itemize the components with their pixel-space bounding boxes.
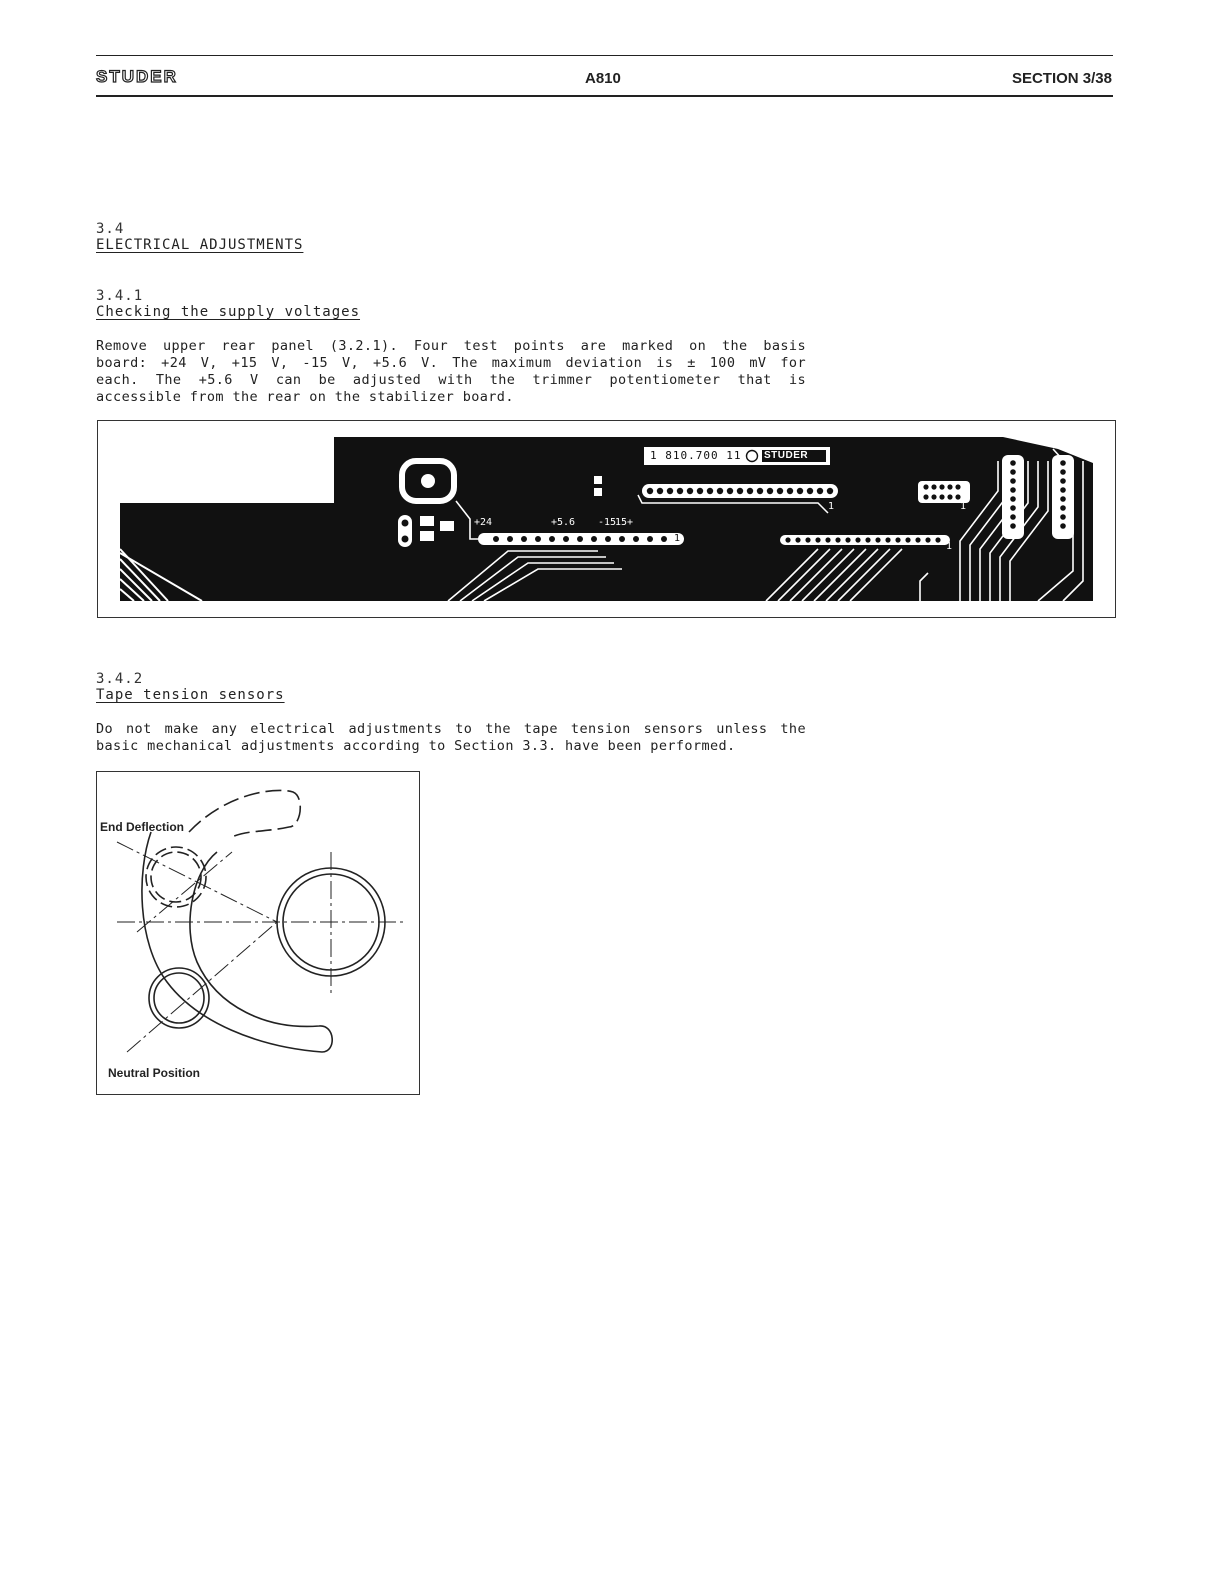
paragraph-line: basic mechanical adjustments according to Section 3.3. have been performed.: [96, 738, 736, 754]
header-top-rule: [96, 55, 1113, 56]
pin-one-marker: 1: [1006, 529, 1013, 540]
pcb-brand-label: STUDER: [764, 450, 809, 461]
pcb-board-id: 1 810.700 11: [650, 449, 742, 462]
section-number: 3.4: [96, 221, 125, 237]
pin-one-marker: 1: [828, 501, 835, 512]
studer-logo: STUDER: [96, 67, 178, 86]
end-deflection-label: End Deflection: [100, 820, 185, 834]
test-point-minus-15v: -15: [598, 517, 617, 528]
test-point-24v: +24: [474, 517, 493, 528]
paragraph-line: accessible from the rear on the stabilizer board.: [96, 389, 514, 405]
subsection-title: Checking the supply voltages: [96, 304, 361, 320]
paragraph-line: board: +24 V, +15 V, -15 V, +5.6 V. The maximum deviation is ± 100 mV for: [96, 355, 806, 371]
paragraph-line: Do not make any electrical adjustments to the tape tension sensors unless the: [96, 721, 806, 737]
pin-one-marker: 1: [946, 541, 953, 552]
pin-one-marker: 1: [960, 501, 967, 512]
subsection-number: 3.4.1: [96, 288, 144, 304]
model-title: A810: [585, 70, 621, 87]
supply-voltage-paragraph: [96, 338, 806, 406]
tension-sensor-paragraph: [96, 721, 806, 755]
paragraph-line: Remove upper rear panel (3.2.1). Four test points are marked on the basis: [96, 338, 806, 354]
test-point-5-6v: +5.6: [551, 517, 576, 528]
pin-one-marker: 1: [1056, 529, 1063, 540]
subsection-title: Tape tension sensors: [96, 687, 285, 703]
subsection-number: 3.4.2: [96, 671, 144, 687]
neutral-position-label: Neutral Position: [108, 1066, 201, 1080]
paragraph-line: each. The +5.6 V can be adjusted with the trimmer potentiometer that is: [96, 372, 806, 388]
section-title: ELECTRICAL ADJUSTMENTS: [96, 237, 304, 253]
header-bottom-rule: [96, 95, 1113, 97]
tension-sensor-figure: [96, 771, 420, 1095]
test-point-plus-15v: 15+: [615, 517, 634, 528]
pcb-figure: [97, 420, 1116, 618]
pin-one-marker: 1: [674, 533, 681, 544]
section-page-number: SECTION 3/38: [1011, 70, 1112, 87]
